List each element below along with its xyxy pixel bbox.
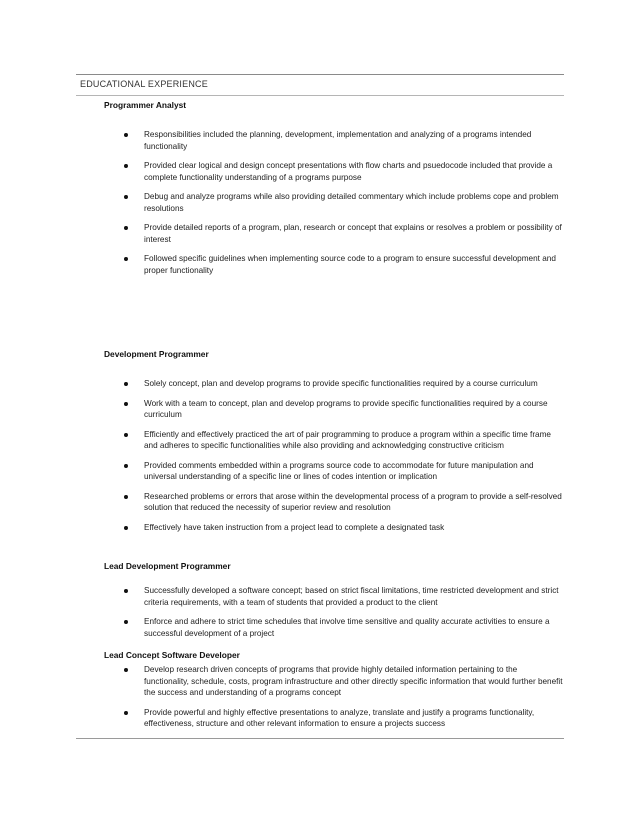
bullet-text: Solely concept, plan and develop programs to provide specific functionalities required by a course curriculum — [144, 379, 538, 388]
list-item — [104, 160, 564, 183]
list-item — [104, 429, 564, 452]
bullet-icon — [124, 711, 128, 715]
list-item — [104, 664, 564, 699]
bullet-icon — [124, 164, 128, 168]
list-item — [104, 522, 564, 534]
list-item — [104, 129, 564, 152]
bullet-text: Develop research driven concepts of programs that provide highly detailed information pertaining to the functionality, schedule, costs, program infrastructure and other directly specific information that would further benefit the success and understanding of a programs concept — [144, 665, 563, 697]
bullet-icon — [124, 133, 128, 137]
bullet-icon — [124, 433, 128, 437]
section-title: EDUCATIONAL EXPERIENCE — [80, 79, 208, 89]
bullet-icon — [124, 402, 128, 406]
bullet-list — [104, 378, 564, 533]
bullet-icon — [124, 589, 128, 593]
bottom-divider — [76, 738, 564, 739]
bullet-list — [104, 664, 564, 730]
bullet-list — [104, 585, 564, 639]
list-item — [104, 378, 564, 390]
job-entry — [104, 100, 564, 284]
job-entry — [104, 349, 564, 541]
bullet-text: Enforce and adhere to strict time schedules that involve time sensitive and quality accurate activities to ensure a successful development of a project — [144, 617, 550, 638]
list-item — [104, 191, 564, 214]
job-title: Lead Concept Software Developer — [104, 650, 240, 660]
bullet-list — [104, 129, 564, 276]
bullet-text: Debug and analyze programs while also providing detailed commentary which include problems cope and problem resolutions — [144, 192, 559, 213]
list-item — [104, 585, 564, 608]
bullet-text: Responsibilities included the planning, development, implementation and analyzing of a programs intended functionality — [144, 130, 532, 151]
top-divider — [76, 74, 564, 75]
job-title: Programmer Analyst — [104, 100, 187, 110]
job-entry — [104, 650, 564, 738]
bullet-icon — [124, 382, 128, 386]
job-entry — [104, 561, 564, 647]
job-title: Development Programmer — [104, 349, 209, 359]
section-divider — [76, 95, 564, 96]
bullet-icon — [124, 464, 128, 468]
list-item — [104, 707, 564, 730]
bullet-text: Successfully developed a software concept; based on strict fiscal limitations, time restricted development and strict criteria requirements, with a team of students that provided a product to the client — [144, 586, 559, 607]
bullet-text: Provided clear logical and design concept presentations with flow charts and psuedocode included that provide a complete functionality understanding of a programs purpose — [144, 161, 553, 182]
job-title: Lead Development Programmer — [104, 561, 231, 571]
bullet-text: Provided comments embedded within a programs source code to accommodate for future manipulation and universal understanding of a specific line or lines of codes intention or implication — [144, 460, 534, 481]
bullet-text: Provide detailed reports of a program, plan, research or concept that explains or resolves a problem or possibility of interest — [144, 223, 562, 244]
list-item — [104, 222, 564, 245]
bullet-icon — [124, 495, 128, 499]
list-item — [104, 616, 564, 639]
bullet-text: Researched problems or errors that arose within the developmental process of a program to provide a self-resolved solution that reduced the necessity of superior review and resolution — [144, 491, 562, 512]
bullet-text: Effectively have taken instruction from a project lead to complete a designated task — [144, 522, 445, 532]
list-item — [104, 491, 564, 514]
bullet-icon — [124, 620, 128, 624]
bullet-icon — [124, 226, 128, 230]
bullet-text: Followed specific guidelines when implementing source code to a program to ensure successful development and proper functionality — [144, 254, 556, 275]
bullet-text: Efficiently and effectively practiced the art of pair programming to produce a program within a specific time frame and adheres to specific functionalities while also providing and acknowledging constructive criticism — [144, 429, 551, 450]
bullet-text: Work with a team to concept, plan and develop programs to provide specific functionalities required by a course curriculum — [144, 398, 548, 419]
bullet-icon — [124, 257, 128, 261]
list-item — [104, 460, 564, 483]
list-item — [104, 253, 564, 276]
bullet-icon — [124, 526, 128, 530]
bullet-icon — [124, 668, 128, 672]
bullet-icon — [124, 195, 128, 199]
list-item — [104, 398, 564, 421]
bullet-text: Provide powerful and highly effective presentations to analyze, translate and justify a programs functionality, effectiveness, structure and other relevant information to ensure a projects success — [144, 707, 535, 728]
